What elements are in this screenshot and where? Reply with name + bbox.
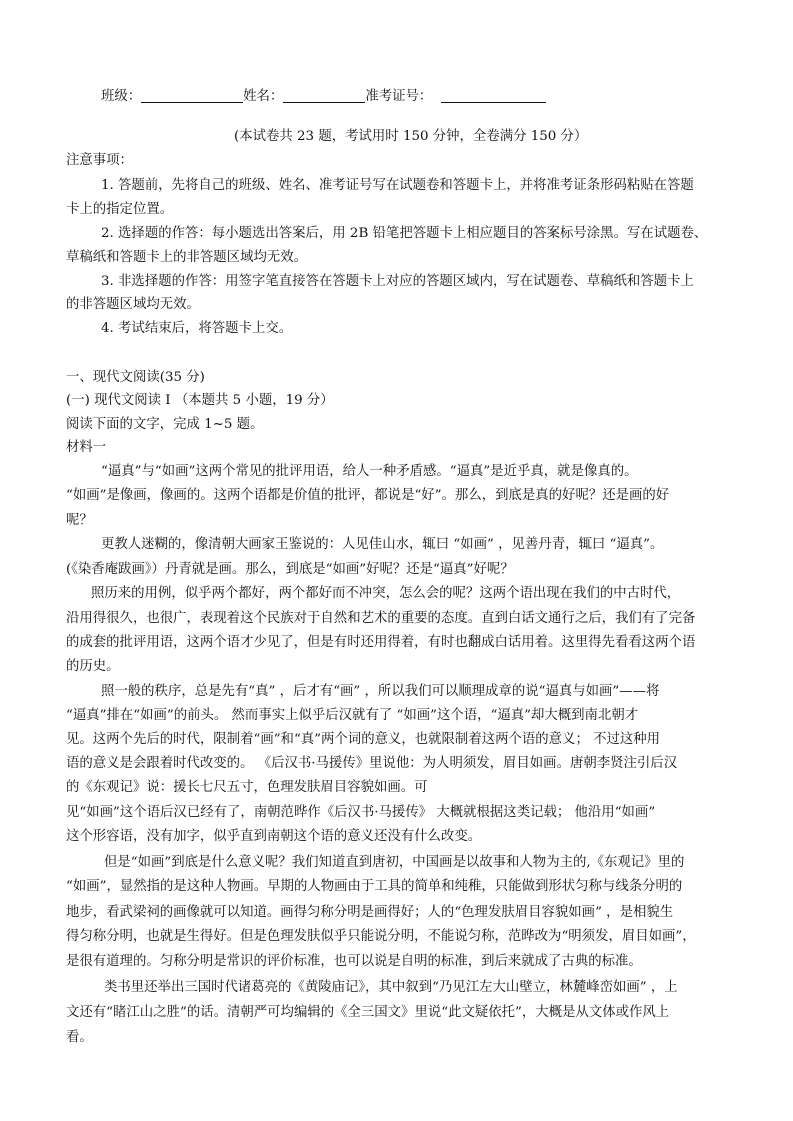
name-blank [283,88,365,103]
exam-id-blank [441,88,546,103]
section-instruction: 阅读下面的文字，完成 1~5 题。 [66,417,264,432]
exam-id-label: 准考证号： [365,88,433,104]
class-blank [141,88,243,103]
body-line: (《染香庵跋画》）丹青就是画。那么，到底是“如画”好呢？还是“逼真”好呢？ [66,562,514,577]
note-line: 1. 答题前，先将自己的班级、姓名、准考证号写在试题卷和答题卡上，并将准考证条形码粘贴在答题 [101,178,694,193]
body-line: “逼真”与“如画”这两个常见的批评用语，给人一种矛盾感。“逼真”是近乎真，就是像真的。 [101,464,638,479]
body-line: 但是“如画”到底是什么意义呢？我们知道直到唐初，中国画是以故事和人物为主的,《东观记》里的 [104,855,685,870]
note-line: 卡上的指定位置。 [66,202,174,217]
note-line: 3. 非选择题的作答：用签字笔直接答在答题卡上对应的答题区域内，写在试题卷、草稿纸和答题卡上 [101,274,694,289]
section-subtitle: (一) 现代文阅读 I （本题共 5 小题，19 分） [66,393,334,408]
body-line: 见。这两个先后的时代，限制着“画”和“真”两个词的意义，也就限制着这两个语的意义； 不过这种用 [66,732,661,747]
note-line: 草稿纸和答题卡上的非答题区域均无效。 [66,250,308,265]
notes-title: 注意事项： [66,153,133,168]
body-line: 见“如画”这个语后汉已经有了，南朝范晔作《后汉书·马援传》 大概就根据这类记载； 他沿用“如画” [66,805,656,820]
body-line: 得匀称分明，也就是生得好。但是色理发肤似乎只能说分明，不能说匀称，范晔改为“明须发，眉目如画”， [66,929,696,944]
body-line: “如画”是像画，像画的。这两个语都是价值的批评，都说是“好”。那么，到底是真的好呢？还是画的好 [66,488,670,503]
note-line: 4. 考试结束后，将答题卡上交。 [101,321,293,336]
body-line: 沿用得很久，也很广，表现着这个民族对于自然和艺术的重要的态度。直到白话文通行之后，我们有了完备 [66,611,696,626]
body-line: 这个形容语，没有加字，似乎直到南朝这个语的意义还没有什么改变。 [66,829,482,844]
body-line: 的成套的批评用语，这两个语才少见了，但是有时还用得着，有时也翻成白话用着。这里得先看看这两个语 [66,635,696,650]
body-line: 呢？ [66,513,93,528]
body-line: 语的意义是会跟着时代改变的。 《后汉书·马援传》里说他：为人明须发，眉目如画。唐朝李贤注引后汉 [66,756,678,771]
body-line: 照历来的用例，似乎两个都好，两个都好而不冲突，怎么会的呢？这两个语出现在我们的中古时代， [91,586,681,601]
class-label: 班级： [101,88,142,104]
name-label: 姓名： [243,88,284,104]
body-line: 文还有“睹江山之胜”的话。清朝严可均编辑的《全三国文》里说“此文疑依托”，大概是从文体或作风上 [66,1005,670,1020]
section-title: 一、现代文阅读(35 分) [66,370,205,385]
body-line: 的《东观记》说：援长七尺五寸，色理发肤眉目容貌如画。可 [66,780,428,795]
body-line: 照一般的秩序，总是先有“真” ，后才有“画” ，所以我们可以顺理成章的说“逼真与如画”——将 [101,684,660,699]
body-line: 更教人迷糊的，像清朝大画家王鉴说的：人见佳山水，辄曰 “如画” ，见善丹青，辄曰 “逼真”。 [101,537,664,552]
body-line: 地步，看武梁祠的画像就可以知道。画得匀称分明是画得好；人的“色理发肤眉目容貌如画” ，是相貌生 [66,905,674,920]
body-line: “逼真”排在“如画”的前头。 然而事实上似乎后汉就有了 “如画”这个语，“逼真”却大概到南北朝才 [66,708,639,723]
note-line: 2. 选择题的作答：每小题选出答案后，用 2B 铅笔把答题卡上相应题目的答案标号涂黑。写在试题卷、 [101,226,708,241]
body-line: “如画”，显然指的是这种人物画。早期的人物画由于工具的简单和纯稚，只能做到形状匀称与线条分明的 [66,879,683,894]
body-line: 看。 [66,1030,93,1045]
body-line: 是很有道理的。匀称分明是常识的评价标准，也可以说是自明的标准，到后来就成了古典的标准。 [66,954,642,969]
exam-info: (本试卷共 23 题，考试用时 150 分钟，全卷满分 150 分） [234,129,588,144]
student-info-line [101,88,546,103]
body-line: 类书里还举出三国时代诸葛亮的《黄陵庙记》，其中叙到“乃见江左大山壁立，林麓峰峦如画” ，上 [104,980,678,995]
body-line: 的历史。 [66,659,120,674]
material-label: 材料一 [66,440,107,455]
note-line: 的非答题区域均无效。 [66,297,200,312]
